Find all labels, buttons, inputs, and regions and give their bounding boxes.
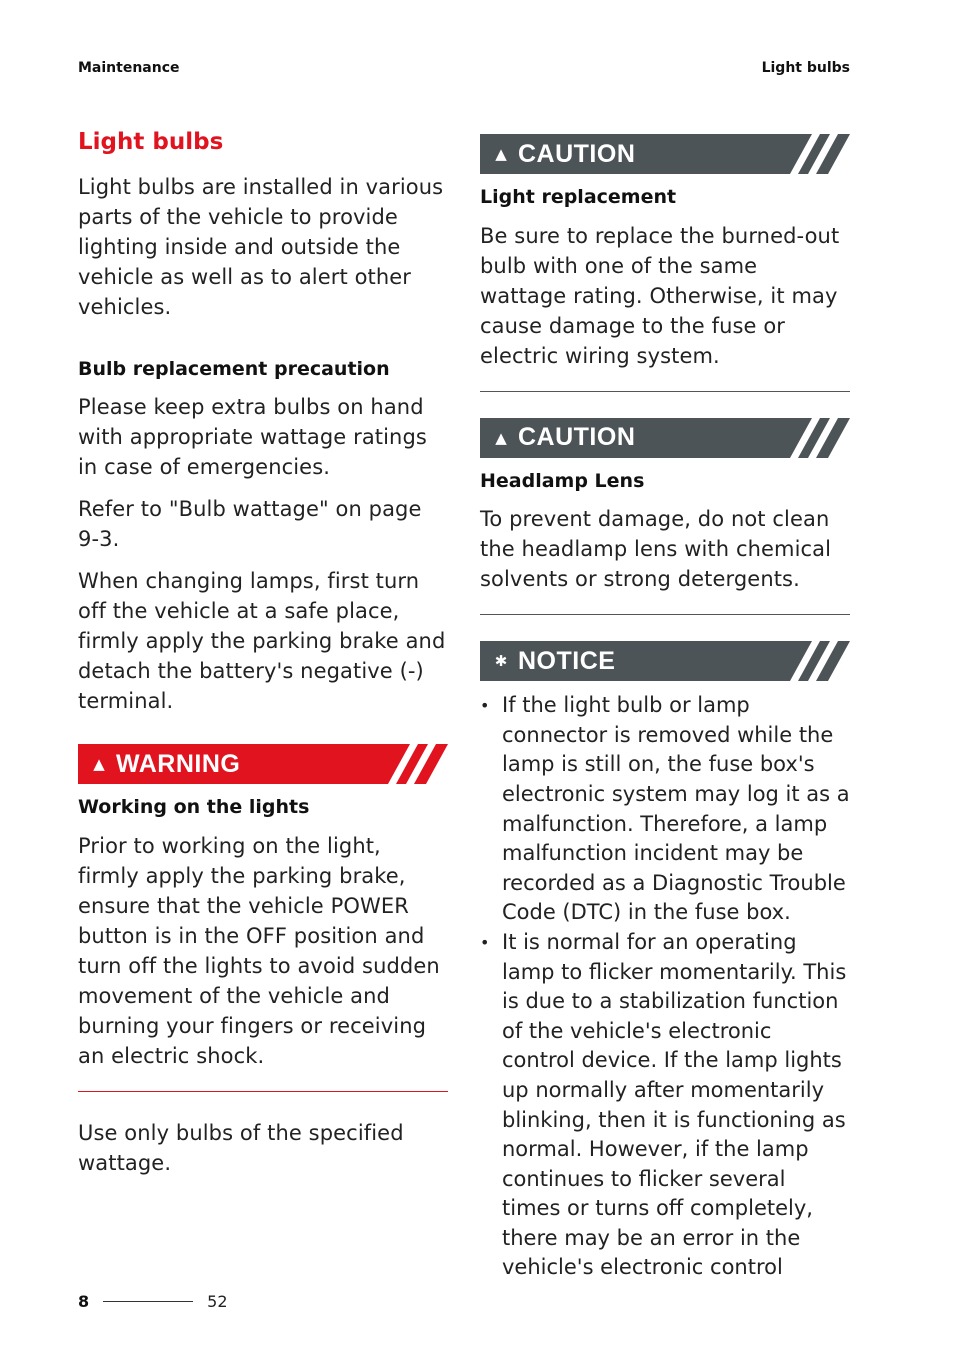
caution-banner-1 [480, 134, 850, 174]
page-footer [78, 1292, 228, 1311]
precaution-paragraph-2: Refer to "Bulb wattage" on page 9-3. [78, 497, 422, 552]
footer-page-number: 52 [207, 1292, 228, 1311]
notice-bullet: • It is normal for an operating lamp to flicker momentarily. This is due to a stabilization function of the vehicle's electronic control device. If the lamp lights up normally after momentarily blinking, then it is functioning as normal. However, if the lamp continues to flicker several times or turns off completely, there may be an error in the vehicle's electronic control [480, 928, 850, 1283]
caution-title-2: Headlamp Lens [480, 469, 645, 492]
section-title: Light bulbs [78, 129, 224, 155]
caution-banner-2 [480, 418, 850, 458]
warning-banner [78, 744, 448, 784]
caution-title-1: Light replacement [480, 186, 677, 208]
closing-paragraph: Use only bulbs of the specified wattage. [78, 1121, 404, 1176]
precaution-paragraph-3: When changing lamps, first turn off the vehicle at a safe place, firmly apply the parking brake and detach the battery's negative (-) terminal. [78, 569, 446, 714]
banner-stripes [776, 418, 850, 458]
banner-stripes [776, 641, 850, 681]
notice-label: NOTICE [518, 646, 616, 675]
notice-bullet: • If the light bulb or lamp connector is removed while the lamp is still on, the fuse box's electronic system may log it as a malfunction. Therefore, a lamp malfunction incident may be recorded as a Diagnostic Trouble Code (DTC) in the fuse box. [480, 691, 850, 928]
caution-label-1: CAUTION [518, 139, 636, 168]
warning-title: Working on the lights [78, 796, 310, 819]
caution-text-2: To prevent damage, do not clean the headlamp lens with chemical solvents or strong detergents. [480, 507, 832, 592]
caution-divider-2 [480, 614, 850, 615]
notice-banner [480, 641, 850, 681]
precaution-title: Bulb replacement precaution [78, 357, 390, 380]
left-column [78, 128, 448, 1190]
notice-bullet-list [480, 691, 850, 1283]
caution-divider-1 [480, 391, 850, 392]
intro-paragraph: Light bulbs are installed in various parts of the vehicle to provide lighting inside and outside the vehicle as well as to alert other vehicles. [78, 174, 444, 319]
banner-stripes [374, 744, 448, 784]
caution-text-1: Be sure to replace the burned-out bulb with one of the same wattage rating. Otherwise, it may cause damage to the fuse or electric wiring system. [480, 223, 840, 368]
banner-stripes [776, 134, 850, 174]
warning-triangle-icon: ▲ [93, 755, 105, 774]
warning-text: Prior to working on the light, firmly apply the parking brake, ensure that the vehicle POWER button is in the OFF position and turn off the lights to avoid sudden movement of the vehicle and burning your fingers or receiving an electric shock. [78, 834, 440, 1069]
warning-triangle-icon: ▲ [495, 145, 507, 163]
warning-divider [78, 1091, 448, 1092]
warning-label: WARNING [116, 749, 241, 778]
footer-chapter-number: 8 [78, 1292, 90, 1311]
running-header-section: Light bulbs [761, 60, 850, 76]
caution-label-2: CAUTION [518, 423, 636, 452]
right-column [480, 134, 850, 1283]
asterisk-icon: ✱ [494, 652, 508, 671]
precaution-paragraph-1: Please keep extra bulbs on hand with appropriate wattage ratings in case of emergencies. [78, 395, 427, 480]
footer-divider [103, 1301, 193, 1302]
warning-triangle-icon: ▲ [495, 428, 507, 447]
running-header-chapter: Maintenance [78, 60, 180, 76]
